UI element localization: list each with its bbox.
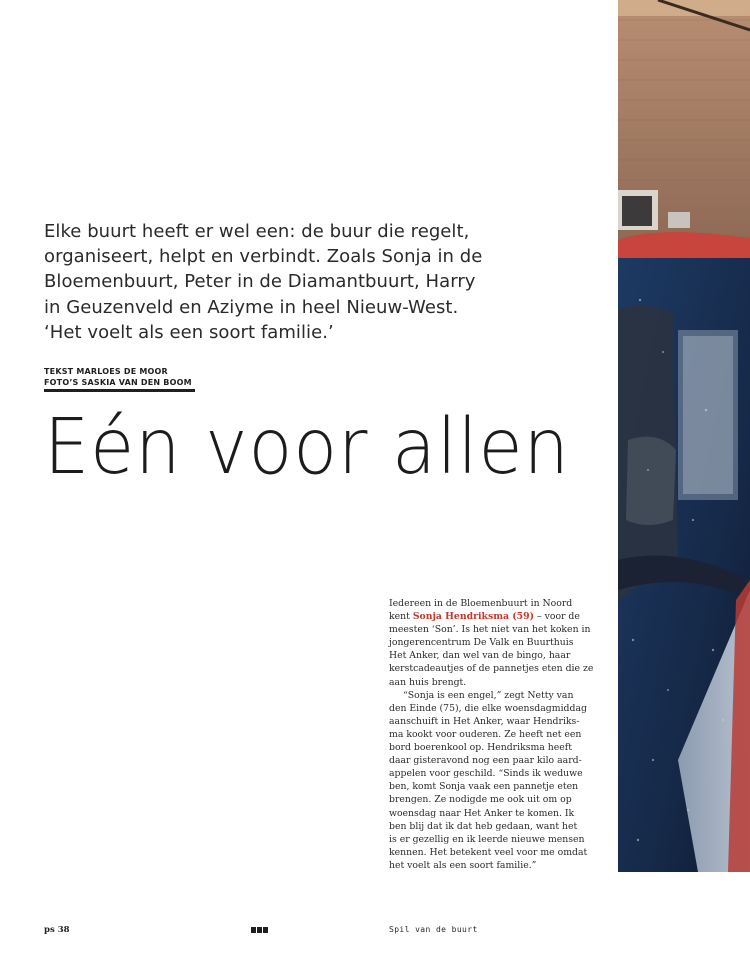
body-line: aan huis brengt. xyxy=(389,676,467,688)
body-line: jongerencentrum De Valk en Buurthuis xyxy=(389,637,574,649)
body-line: ben, komt Sonja vaak een pannetje eten xyxy=(389,781,579,793)
body-line: appelen voor geschild. “Sinds ik weduwe xyxy=(389,768,583,780)
article-intro xyxy=(44,219,564,345)
credits-rule xyxy=(44,389,195,392)
body-line: Het Anker, dan wel van de bingo, haar xyxy=(389,650,571,662)
credit-photo-author: FOTO’S SASKIA VAN DEN BOOM xyxy=(44,378,192,387)
footer-bar-marks xyxy=(251,927,268,933)
body-line: den Einde (75), die elke woensdagmiddag xyxy=(389,702,587,714)
credit-text-author: TEKST MARLOES DE MOOR xyxy=(44,367,168,376)
body-text: – voor de xyxy=(534,611,580,623)
body-line: kennen. Het betekent veel voor me omdat xyxy=(389,846,588,858)
body-line: meesten ‘Son’. Is het niet van het koken in xyxy=(389,624,591,636)
highlighted-person-name: Sonja Hendriksma (59) xyxy=(412,611,535,623)
body-line: ben blij dat ik dat heb gedaan, want het xyxy=(389,820,578,832)
article-headline: Eén voor allen xyxy=(44,403,570,492)
intro-line: in Geuzenveld en Aziyme in heel Nieuw-West. xyxy=(44,296,459,318)
car-window-photo xyxy=(618,0,750,872)
body-line: het voelt als een soort familie.” xyxy=(389,859,537,871)
intro-line: Elke buurt heeft er wel een: de buur die regelt, xyxy=(44,221,470,242)
body-line: brengen. Ze nodigde me ook uit om op xyxy=(389,794,572,806)
body-line: ma kookt voor ouderen. Ze heeft net een xyxy=(389,728,582,740)
footer-mark-block xyxy=(263,927,268,933)
body-line: kerstcadeautjes of de pannetjes eten die ze xyxy=(389,663,594,675)
footer-mark-block xyxy=(257,927,262,933)
body-line: is er gezellig en ik leerde nieuwe mensen xyxy=(389,833,585,845)
footer-mark-block xyxy=(251,927,256,933)
page-number: ps 38 xyxy=(44,925,70,935)
body-line: daar gisteravond nog een paar kilo aard- xyxy=(389,755,582,767)
intro-line: ‘Het voelt als een soort familie.’ xyxy=(44,321,334,343)
article-body xyxy=(389,597,603,872)
body-line: bord boerenkool op. Hendriksma heeft xyxy=(389,742,572,754)
intro-line: organiseert, helpt en verbindt. Zoals Sonja in de xyxy=(44,246,483,268)
article-credits xyxy=(44,366,192,388)
intro-line: Bloemenbuurt, Peter in de Diamantbuurt, Harry xyxy=(44,271,476,293)
body-line: “Sonja is een engel,” zegt Netty van xyxy=(403,689,574,701)
body-line xyxy=(389,610,603,623)
article-photo xyxy=(618,0,750,872)
body-line: aanschuift in Het Anker, waar Hendriks- xyxy=(389,715,580,727)
body-line: woensdag naar Het Anker te komen. Ik xyxy=(389,807,575,819)
body-line: Iedereen in de Bloemenbuurt in Noord xyxy=(389,598,573,609)
body-text: kent xyxy=(389,611,413,623)
section-name: Spil van de buurt xyxy=(389,925,478,934)
